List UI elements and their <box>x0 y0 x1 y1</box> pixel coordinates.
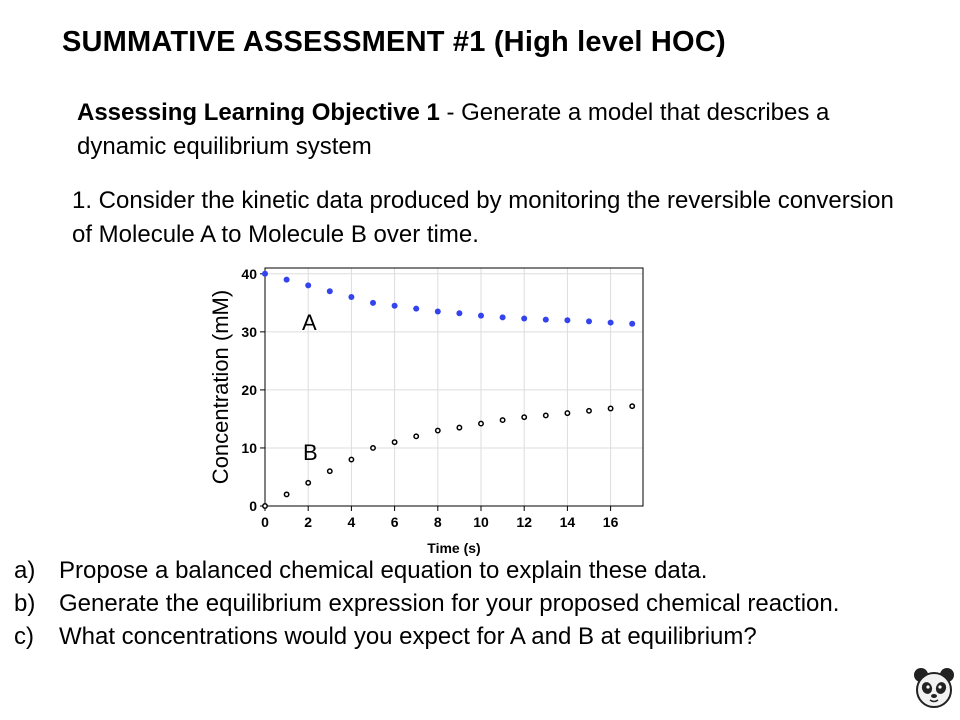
x-tick-label: 16 <box>602 514 619 530</box>
data-point-b <box>457 425 461 429</box>
panda-logo-icon <box>912 666 956 710</box>
data-point-b <box>544 413 548 417</box>
kinetics-chart <box>200 262 650 560</box>
data-point-a <box>564 317 570 323</box>
x-tick-label: 2 <box>304 514 313 530</box>
data-point-a <box>478 313 484 319</box>
data-point-a <box>435 309 441 315</box>
data-point-a <box>348 294 354 300</box>
series-label-a: A <box>302 310 317 335</box>
data-point-a <box>413 306 419 312</box>
data-point-a <box>629 321 635 327</box>
y-tick-label: 30 <box>241 323 257 340</box>
data-point-a <box>327 288 333 294</box>
subquestion-marker: b) <box>14 590 36 617</box>
subquestion-list <box>14 554 924 653</box>
x-axis-label: Time (s) <box>427 540 481 556</box>
y-tick-label: 40 <box>241 265 257 282</box>
x-tick-label: 4 <box>347 514 356 530</box>
x-tick-label: 0 <box>261 514 269 530</box>
subquestion-a <box>14 554 924 587</box>
y-tick-label: 20 <box>241 381 257 398</box>
x-tick-label: 8 <box>433 514 442 530</box>
learning-objective <box>77 96 897 164</box>
data-point-a <box>521 316 527 322</box>
x-tick-label: 10 <box>473 514 489 530</box>
y-tick-label: 10 <box>241 439 257 456</box>
data-point-a <box>370 300 376 306</box>
data-point-b <box>328 469 332 473</box>
data-point-b <box>414 434 418 438</box>
data-point-b <box>608 406 612 410</box>
data-point-a <box>262 271 268 277</box>
subquestion-c <box>14 620 924 653</box>
data-point-a <box>456 310 462 316</box>
data-point-b <box>371 446 375 450</box>
data-point-a <box>305 282 311 288</box>
data-point-a <box>392 303 398 309</box>
subquestion-text: Generate the equilibrium expression for your proposed chemical reaction. <box>59 590 840 617</box>
subquestion-text: Propose a balanced chemical equation to explain these data. <box>59 557 708 584</box>
data-point-a <box>608 320 614 326</box>
data-point-b <box>349 457 353 461</box>
x-tick-label: 6 <box>390 514 399 530</box>
data-point-a <box>500 314 506 320</box>
data-point-a <box>586 318 592 324</box>
y-tick-label: 0 <box>249 498 257 514</box>
page-title: SUMMATIVE ASSESSMENT #1 (High level HOC) <box>62 26 726 58</box>
x-tick-label: 12 <box>516 514 532 530</box>
data-point-b <box>436 428 440 432</box>
x-tick-label: 14 <box>559 514 576 530</box>
data-point-b <box>500 418 504 422</box>
question-prompt: 1. Consider the kinetic data produced by monitoring the reversible conversion of Molecule A to Molecule B over time. <box>72 187 894 248</box>
subquestion-marker: a) <box>14 557 36 584</box>
objective-label: Assessing Learning Objective 1 <box>77 99 440 126</box>
data-point-a <box>284 277 290 283</box>
data-point-b <box>565 411 569 415</box>
subquestion-marker: c) <box>14 623 34 650</box>
data-point-b <box>630 404 634 408</box>
data-point-b <box>587 409 591 413</box>
objective-description: - Generate a model that describes a dynamic equilibrium system <box>77 99 830 160</box>
series-label-b: B <box>303 440 318 465</box>
data-point-b <box>306 481 310 485</box>
y-axis-label: Concentration (mM) <box>208 289 233 485</box>
subquestion-text: What concentrations would you expect for A and B at equilibrium? <box>59 623 757 650</box>
plot-frame <box>265 268 643 506</box>
data-point-a <box>543 317 549 323</box>
data-point-b <box>522 415 526 419</box>
data-point-b <box>284 492 288 496</box>
data-point-b <box>263 504 267 508</box>
subquestion-b <box>14 587 924 620</box>
data-point-b <box>392 440 396 444</box>
data-point-b <box>479 421 483 425</box>
